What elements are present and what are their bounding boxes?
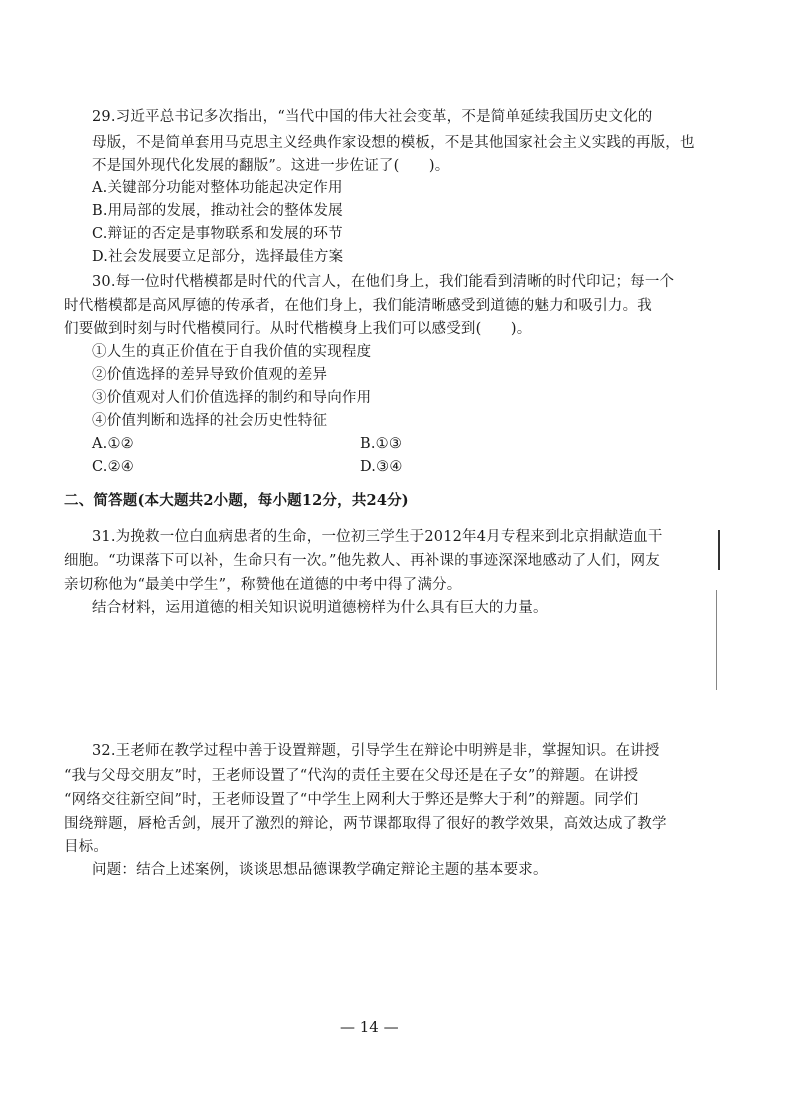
q30-option-d: D.③④ <box>360 459 403 475</box>
q30-option-b: B.①③ <box>360 436 403 452</box>
q29-option-c: C.辩证的否定是事物联系和发展的环节 <box>92 226 343 242</box>
q29-stem-line-3: 不是国外现代化发展的翻版”。这进一步佐证了( )。 <box>92 158 450 174</box>
q31-question: 结合材料，运用道德的相关知识说明道德榜样为什么具有巨大的力量。 <box>92 600 548 616</box>
q30-statement-3: ③价值观对人们价值选择的制约和导向作用 <box>92 390 372 406</box>
q31-line-3: 亲切称他为“最美中学生”，称赞他在道德的中考中得了满分。 <box>64 577 462 593</box>
q32-line-1: 32.王老师在教学过程中善于设置辩题，引导学生在辩论中明辨是非，掌握知识。在讲授 <box>92 743 660 759</box>
q32-line-2: “我与父母交朋友”时，王老师设置了“代沟的责任主要在父母还是在子女”的辩题。在讲授 <box>64 768 639 784</box>
page-number: — 14 — <box>340 1018 399 1036</box>
q32-question: 问题：结合上述案例，谈谈思想品德课教学确定辩论主题的基本要求。 <box>92 862 548 878</box>
q29-option-d: D.社会发展要立足部分，选择最佳方案 <box>92 249 344 265</box>
q30-statement-4: ④价值判断和选择的社会历史性特征 <box>92 413 328 429</box>
q29-stem-line-2: 母版，不是简单套用马克思主义经典作家设想的模板，不是其他国家社会主义实践的再版，也 <box>92 135 695 151</box>
scan-mark <box>718 530 720 570</box>
q30-stem-line-2: 时代楷模都是高风厚德的传承者，在他们身上，我们能清晰感受到道德的魅力和吸引力。我 <box>64 298 652 314</box>
q32-line-4: 围绕辩题，唇枪舌剑，展开了激烈的辩论，两节课都取得了很好的教学效果，高效达成了教学 <box>64 816 667 832</box>
q30-statement-1: ①人生的真正价值在于自我价值的实现程度 <box>92 344 372 360</box>
q32-line-5: 目标。 <box>64 839 109 855</box>
q31-line-2: 细胞。“功课落下可以补，生命只有一次。”他先救人、再补课的事迹深深地感动了人们，网友 <box>64 553 660 569</box>
scan-mark <box>716 590 717 690</box>
q30-option-c: C.②④ <box>92 459 134 475</box>
section-2-heading: 二、简答题(本大题共2小题，每小题12分，共24分) <box>64 492 409 509</box>
q30-option-a: A.①② <box>92 436 134 452</box>
q29-option-a: A.关键部分功能对整体功能起决定作用 <box>92 180 343 196</box>
q29-stem-line-1: 29.习近平总书记多次指出，“当代中国的伟大社会变革，不是简单延续我国历史文化的 <box>92 109 653 125</box>
q30-stem-line-3: 们要做到时刻与时代楷模同行。从时代楷模身上我们可以感受到( )。 <box>64 321 532 337</box>
q32-line-3: “网络交往新空间”时，王老师设置了“中学生上网利大于弊还是弊大于利”的辩题。同学们 <box>64 792 639 808</box>
q29-option-b: B.用局部的发展，推动社会的整体发展 <box>92 203 343 219</box>
q30-statement-2: ②价值选择的差异导致价值观的差异 <box>92 367 328 383</box>
q31-line-1: 31.为挽救一位白血病患者的生命，一位初三学生于2012年4月专程来到北京捐献造血干 <box>92 529 663 545</box>
q30-stem-line-1: 30.每一位时代楷模都是时代的代言人，在他们身上，我们能看到清晰的时代印记；每一个 <box>92 274 675 290</box>
